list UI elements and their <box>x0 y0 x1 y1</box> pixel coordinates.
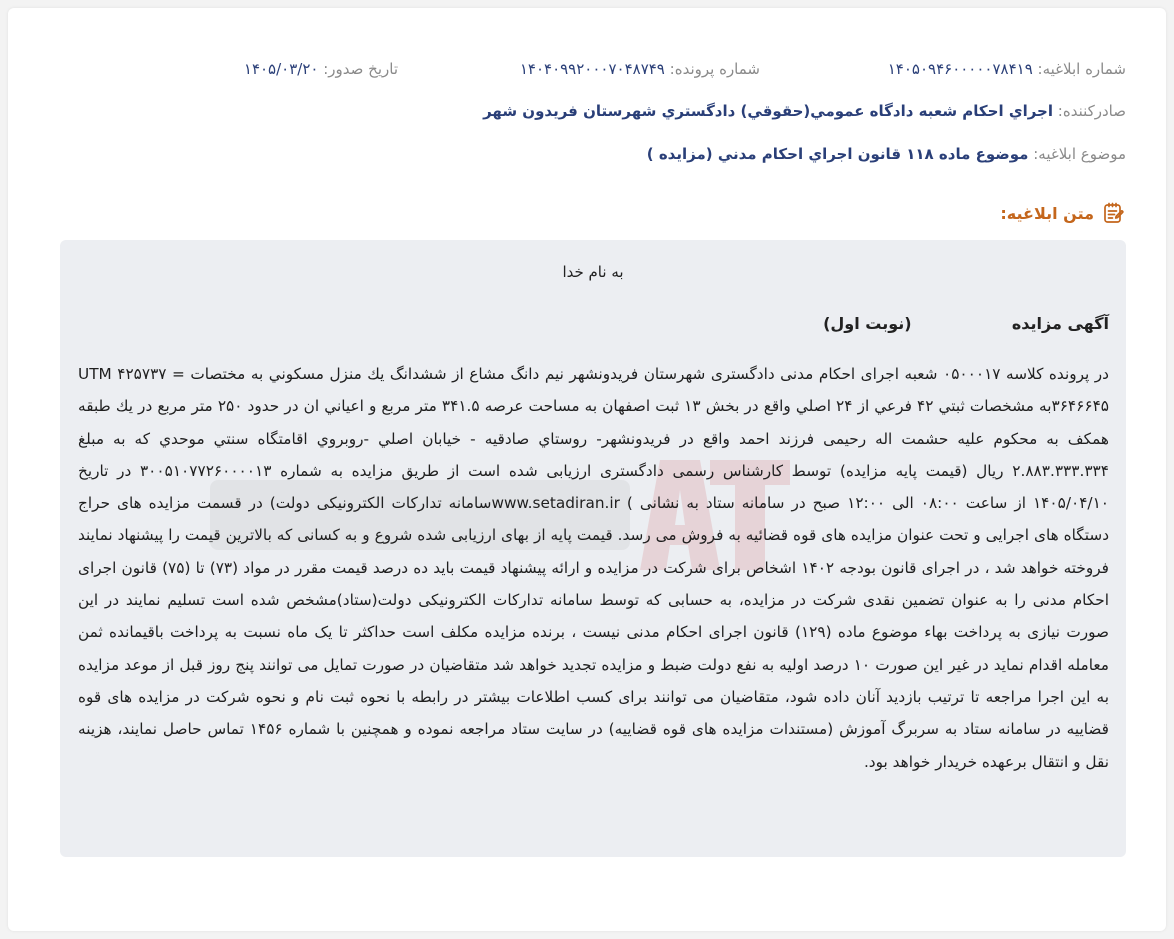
meta-row-numbers <box>48 60 1126 78</box>
notice-subtitle: آگهی مزایده (نوبت اول) <box>823 314 1109 333</box>
document-edit-icon <box>1102 201 1126 225</box>
issuer-label: صادرکننده: <box>1057 102 1126 120</box>
notice-heading <box>1000 201 1126 225</box>
notice-body-box <box>60 240 1126 857</box>
issue-date <box>244 60 398 78</box>
issuer-value: اجراي احكام شعبه دادگاه عمومي(حقوقي) دادگستري شهرستان فريدون شهر <box>483 102 1053 120</box>
notice-heading-label: متن ابلاغیه: <box>1000 203 1094 223</box>
meta-row-subject <box>647 145 1126 163</box>
case-number-value: ۱۴۰۴۰۹۹۲۰۰۰۷۰۴۸۷۴۹ <box>519 60 665 78</box>
meta-row-issuer <box>483 102 1126 120</box>
subject-label: موضوع ابلاغیه: <box>1033 145 1126 163</box>
issue-date-label: تاریخ صدور: <box>323 60 398 78</box>
notice-body-text: در پرونده کلاسه ۰۵۰۰۰۱۷ شعبه اجرای احکام مدنی دادگستری شهرستان فریدونشهر نیم دانگ مشاع از ششدانگ یك منزل مسكوني به مختصات UTM ۴۲۵۷۳۷ = ۳۶۴۶۶۴۵به مشخصات ثبتي ۴۲ فرعي از ۲۴ اصلي واقع در بخش ۱۳ ثبت اصفهان به مساحت عرصه ۳۴۱.۵ متر مربع و اعياني ان در حدود ۲۵۰ متر مربع در یك طبقه همكف به محكوم علیه حشمت اله رحیمی فرزند احمد واقع در فريدونشهر- روستاي صادقيه - خيابان اصلي -روبروي اقامتگاه سنتي موحدي كه به مبلغ ۲.۸۸۳.۳۳۳.۳۳۴ ريال (قیمت پایه مزایده) توسط کارشناس رسمی دادگستری ارزیابی شده است از طریق مزایده به شماره ۳۰۰۵۱۰۷۷۲۶۰۰۰۰۱۳ در تاریخ ۱۴۰۵/۰۴/۱۰ از ساعت ۰۸:۰۰ الی ۱۲:۰۰ صبح در سامانه ستاد به نشانی ) www.setadiran.irسامانه تدارکات الکترونیکی دولت) در قسمت مزایده های حراج دستگاه های اجرایی و تحت عنوان مزایده های قوه قضائیه به فروش می رسد. قیمت پایه از بهای ارزیابی شده شروع و به کسانی که بالاترین قیمت را پیشنهاد نمایند فروخته خواهد شد ، در اجرای قانون بودجه ۱۴۰۲ اشخاص برای شرکت در مزایده و ارائه پیشنهاد قیمت باید ده درصد قیمت مقرر در مواد (۷۳) تا (۷۵) قانون اجرای احکام مدنی را به عنوان تضمین نقدی شرکت در مزایده، به حسابی که توسط سامانه تدارکات الکترونیکی دولت(ستاد)مشخص شده است تسلیم نمایند در این صورت نیازی به پرداخت بهاء موضوع ماده (۱۲۹) قانون اجرای احکام مدنی نیست ، برنده مزایده مکلف است حداکثر تا یک ماه نسبت به پرداخت باقیمانده ثمن معامله اقدام نماید در غیر این صورت ۱۰ درصد اولیه به نفع دولت ضبط و مزایده تجدید خواهد شد متقاضیان در صورت تمایل می توانند پنج روز قبل از موعد مزایده به این اجرا مراجعه تا ترتیب بازدید آنان داده شود، متقاضیان می توانند برای کسب اطلاعات بیشتر در رابطه با نحوه ثبت نام و نحوه شرکت در مزایده های قوه قضاییه در سامانه ستاد به سربرگ آموزش (مستندات مزایده های قوه قضاییه) در سایت ستاد مراجعه نموده و همچنین با شماره ۱۴۵۶ تماس حاصل نمایند، هزینه نقل و انتقال برعهده خریدار خواهد بود. <box>78 365 1110 771</box>
subject-value: موضوع ماده ۱۱۸ قانون اجراي احكام مدني (مزايده ) <box>646 145 1029 163</box>
notice-page <box>8 8 1166 931</box>
case-number <box>520 60 760 78</box>
notice-number <box>888 60 1126 78</box>
notice-title: به نام خدا <box>562 263 624 281</box>
notice-number-label: شماره ابلاغیه: <box>1037 60 1126 78</box>
notice-number-value: ۱۴۰۵۰۹۴۶۰۰۰۰۰۷۸۴۱۹ <box>887 60 1033 78</box>
issue-date-value: ۱۴۰۵/۰۳/۲۰ <box>243 60 319 78</box>
case-number-label: شماره پرونده: <box>669 60 760 78</box>
